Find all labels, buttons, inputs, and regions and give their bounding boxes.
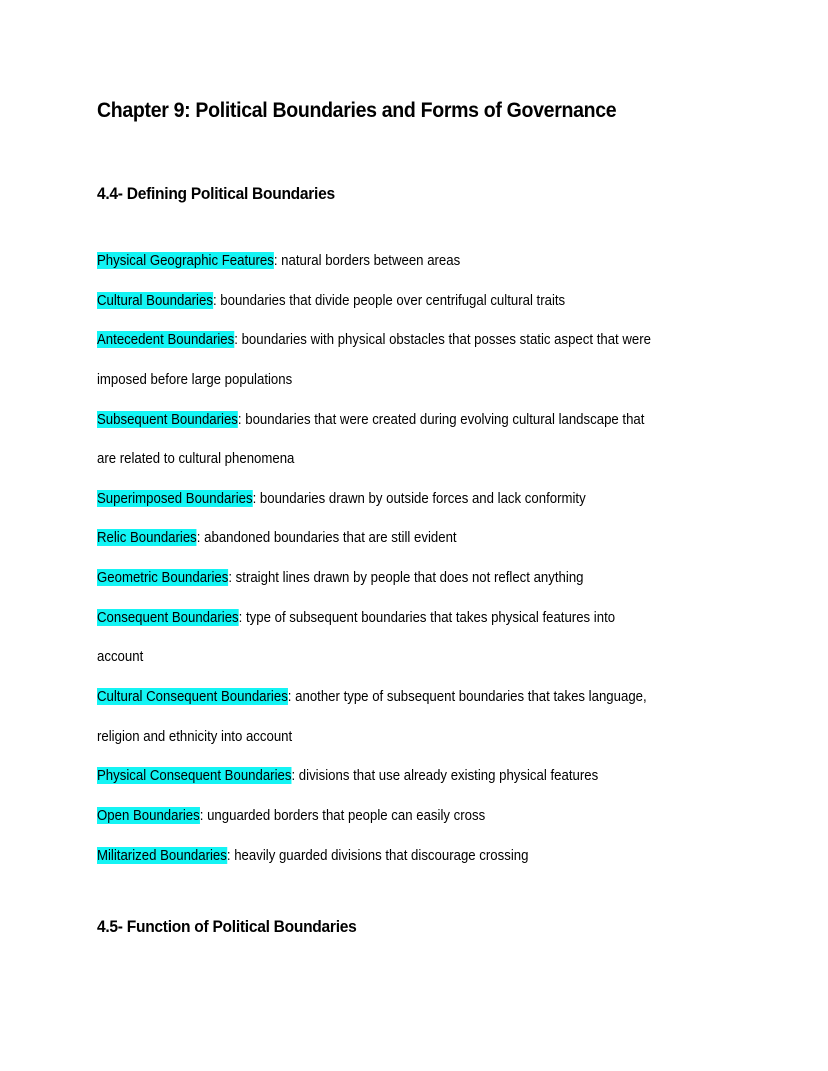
definition-continuation: religion and ethnicity into account xyxy=(97,727,293,745)
definition-item xyxy=(97,806,651,846)
definition-separator: : xyxy=(212,291,221,309)
definition-text: unguarded borders that people can easily cross xyxy=(207,806,486,824)
definition-continuation: account xyxy=(97,648,144,666)
definition-separator: : xyxy=(238,608,246,626)
definition-continuation: are related to cultural phenomena xyxy=(97,450,295,468)
definition-term: Militarized Boundaries xyxy=(97,846,227,864)
chapter-title: Chapter 9: Political Boundaries and Forms of Governance xyxy=(97,99,617,122)
definition-separator: : xyxy=(228,569,236,587)
definition-item xyxy=(97,568,651,608)
definition-separator: : xyxy=(199,806,208,824)
definition-term: Antecedent Boundaries xyxy=(97,331,235,349)
definition-text: divisions that use already existing physical features xyxy=(298,767,599,785)
definition-continuation: imposed before large populations xyxy=(97,370,293,388)
definition-item xyxy=(97,687,651,727)
definition-item xyxy=(97,846,651,886)
definition-term: Geometric Boundaries xyxy=(97,569,229,587)
definition-separator: : xyxy=(196,529,205,547)
definition-separator: : xyxy=(287,688,296,706)
definition-item xyxy=(97,608,651,648)
definition-separator: : xyxy=(252,489,260,507)
definition-term: Physical Consequent Boundaries xyxy=(97,767,292,785)
definition-text: abandoned boundaries that are still evident xyxy=(204,529,457,547)
definition-item xyxy=(97,528,651,568)
definition-text: boundaries drawn by outside forces and lack conformity xyxy=(259,489,586,507)
definition-text: heavily guarded divisions that discourage crossing xyxy=(234,846,529,864)
definition-separator: : xyxy=(237,410,246,428)
definition-term: Relic Boundaries xyxy=(97,529,197,547)
definition-text: boundaries that were created during evolving cultural landscape that xyxy=(245,410,645,428)
section-heading-4-4: 4.4- Defining Political Boundaries xyxy=(97,184,335,203)
definition-text: type of subsequent boundaries that takes physical features into xyxy=(245,608,616,626)
section-heading-4-5: 4.5- Function of Political Boundaries xyxy=(97,917,357,936)
definition-item xyxy=(97,330,651,370)
definition-text: natural borders between areas xyxy=(281,252,461,269)
definition-text: boundaries with physical obstacles that posses static aspect that were xyxy=(241,331,652,349)
definition-separator: : xyxy=(273,252,282,269)
definition-separator: : xyxy=(291,767,299,785)
definition-text: straight lines drawn by people that does not reflect anything xyxy=(235,569,584,587)
definition-text: boundaries that divide people over centrifugal cultural traits xyxy=(220,291,566,309)
definition-item xyxy=(97,410,651,450)
definition-item xyxy=(97,251,651,291)
definition-item xyxy=(97,766,651,806)
definition-term: Subsequent Boundaries xyxy=(97,410,238,428)
definition-separator: : xyxy=(234,331,242,349)
definition-term: Cultural Consequent Boundaries xyxy=(97,688,288,706)
definition-term: Cultural Boundaries xyxy=(97,291,213,309)
definitions-list xyxy=(97,251,727,885)
definition-item xyxy=(97,489,651,529)
definition-term: Superimposed Boundaries xyxy=(97,489,253,507)
definition-item xyxy=(97,291,651,331)
definition-separator: : xyxy=(226,846,235,864)
definition-term: Open Boundaries xyxy=(97,806,200,824)
definition-term: Consequent Boundaries xyxy=(97,608,239,626)
definition-text: another type of subsequent boundaries that takes language, xyxy=(295,688,647,706)
definition-term: Physical Geographic Features xyxy=(97,252,274,269)
